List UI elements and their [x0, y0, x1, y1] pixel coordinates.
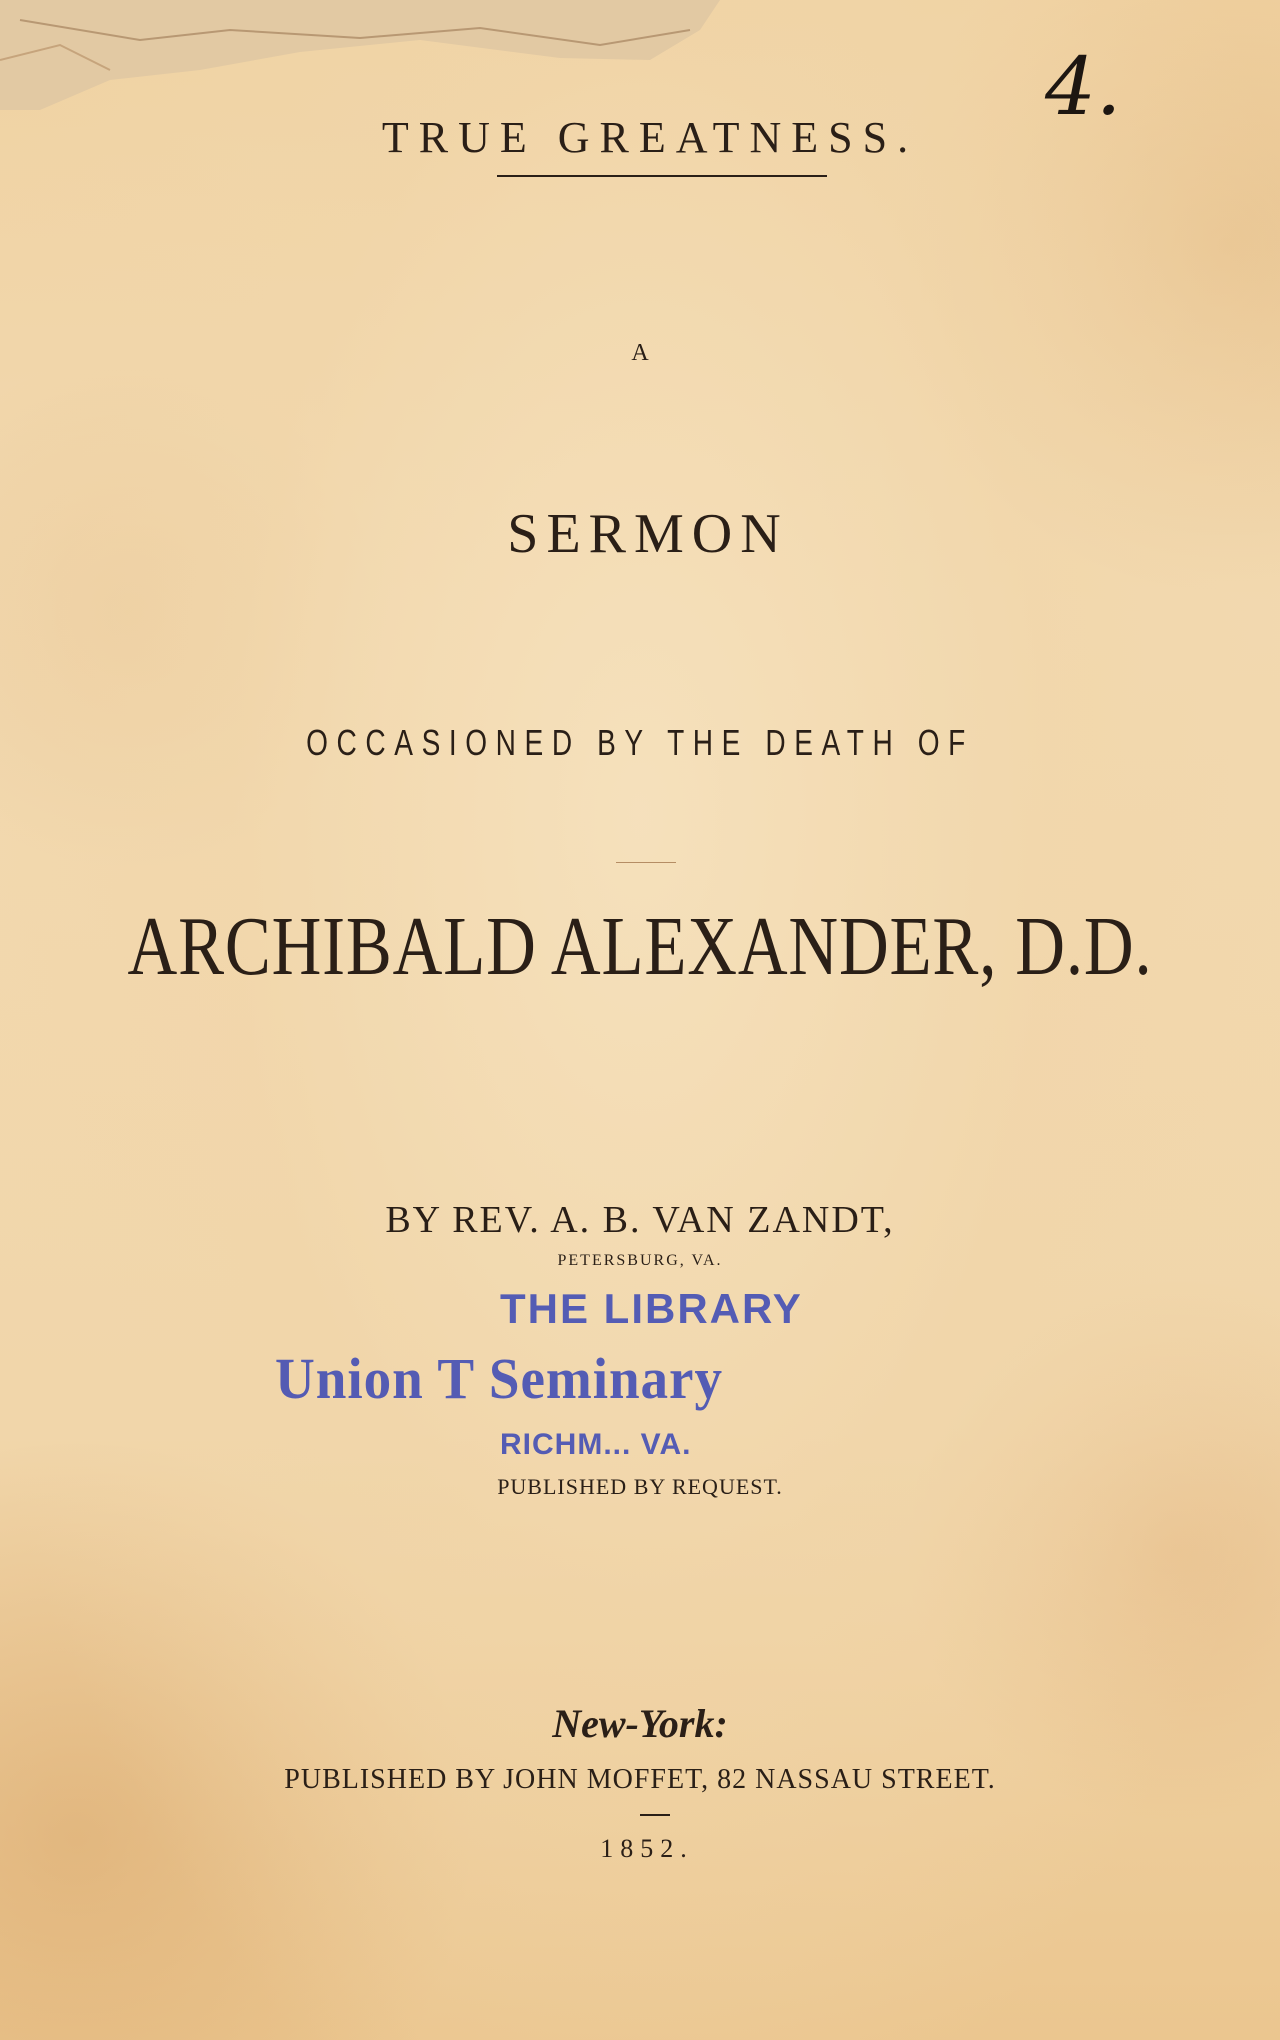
library-stamp-line-1: THE LIBRARY [500, 1285, 803, 1332]
publisher-rule [640, 1814, 670, 1816]
publisher-line: PUBLISHED BY JOHN MOFFET, 82 NASSAU STREET. [284, 1764, 996, 1795]
divider-rule [616, 862, 676, 863]
article-a: A [631, 340, 649, 366]
subject-name: ARCHIBALD ALEXANDER, D.D. [127, 900, 1153, 993]
author-place: PETERSBURG, VA. [557, 1252, 723, 1269]
library-stamp-line-3: RICHM... VA. [500, 1428, 692, 1461]
library-stamp-line-2 [275, 1345, 723, 1412]
handwritten-number: 4. [1045, 40, 1122, 133]
stamp-seminary: Seminary [488, 1346, 723, 1411]
published-by-request: PUBLISHED BY REQUEST. [497, 1474, 783, 1499]
stamp-union: Union T [275, 1346, 475, 1411]
sermon-heading: SERMON [507, 503, 789, 565]
publication-year: 1852. [600, 1834, 694, 1863]
publication-city: New-York: [552, 1701, 728, 1746]
title-underline [497, 175, 827, 177]
page-title: TRUE GREATNESS. [381, 113, 919, 162]
torn-paper-edge [0, 0, 720, 110]
author-line: BY REV. A. B. VAN ZANDT, [385, 1199, 895, 1241]
occasion-line: OCCASIONED BY THE DEATH OF [306, 722, 974, 763]
